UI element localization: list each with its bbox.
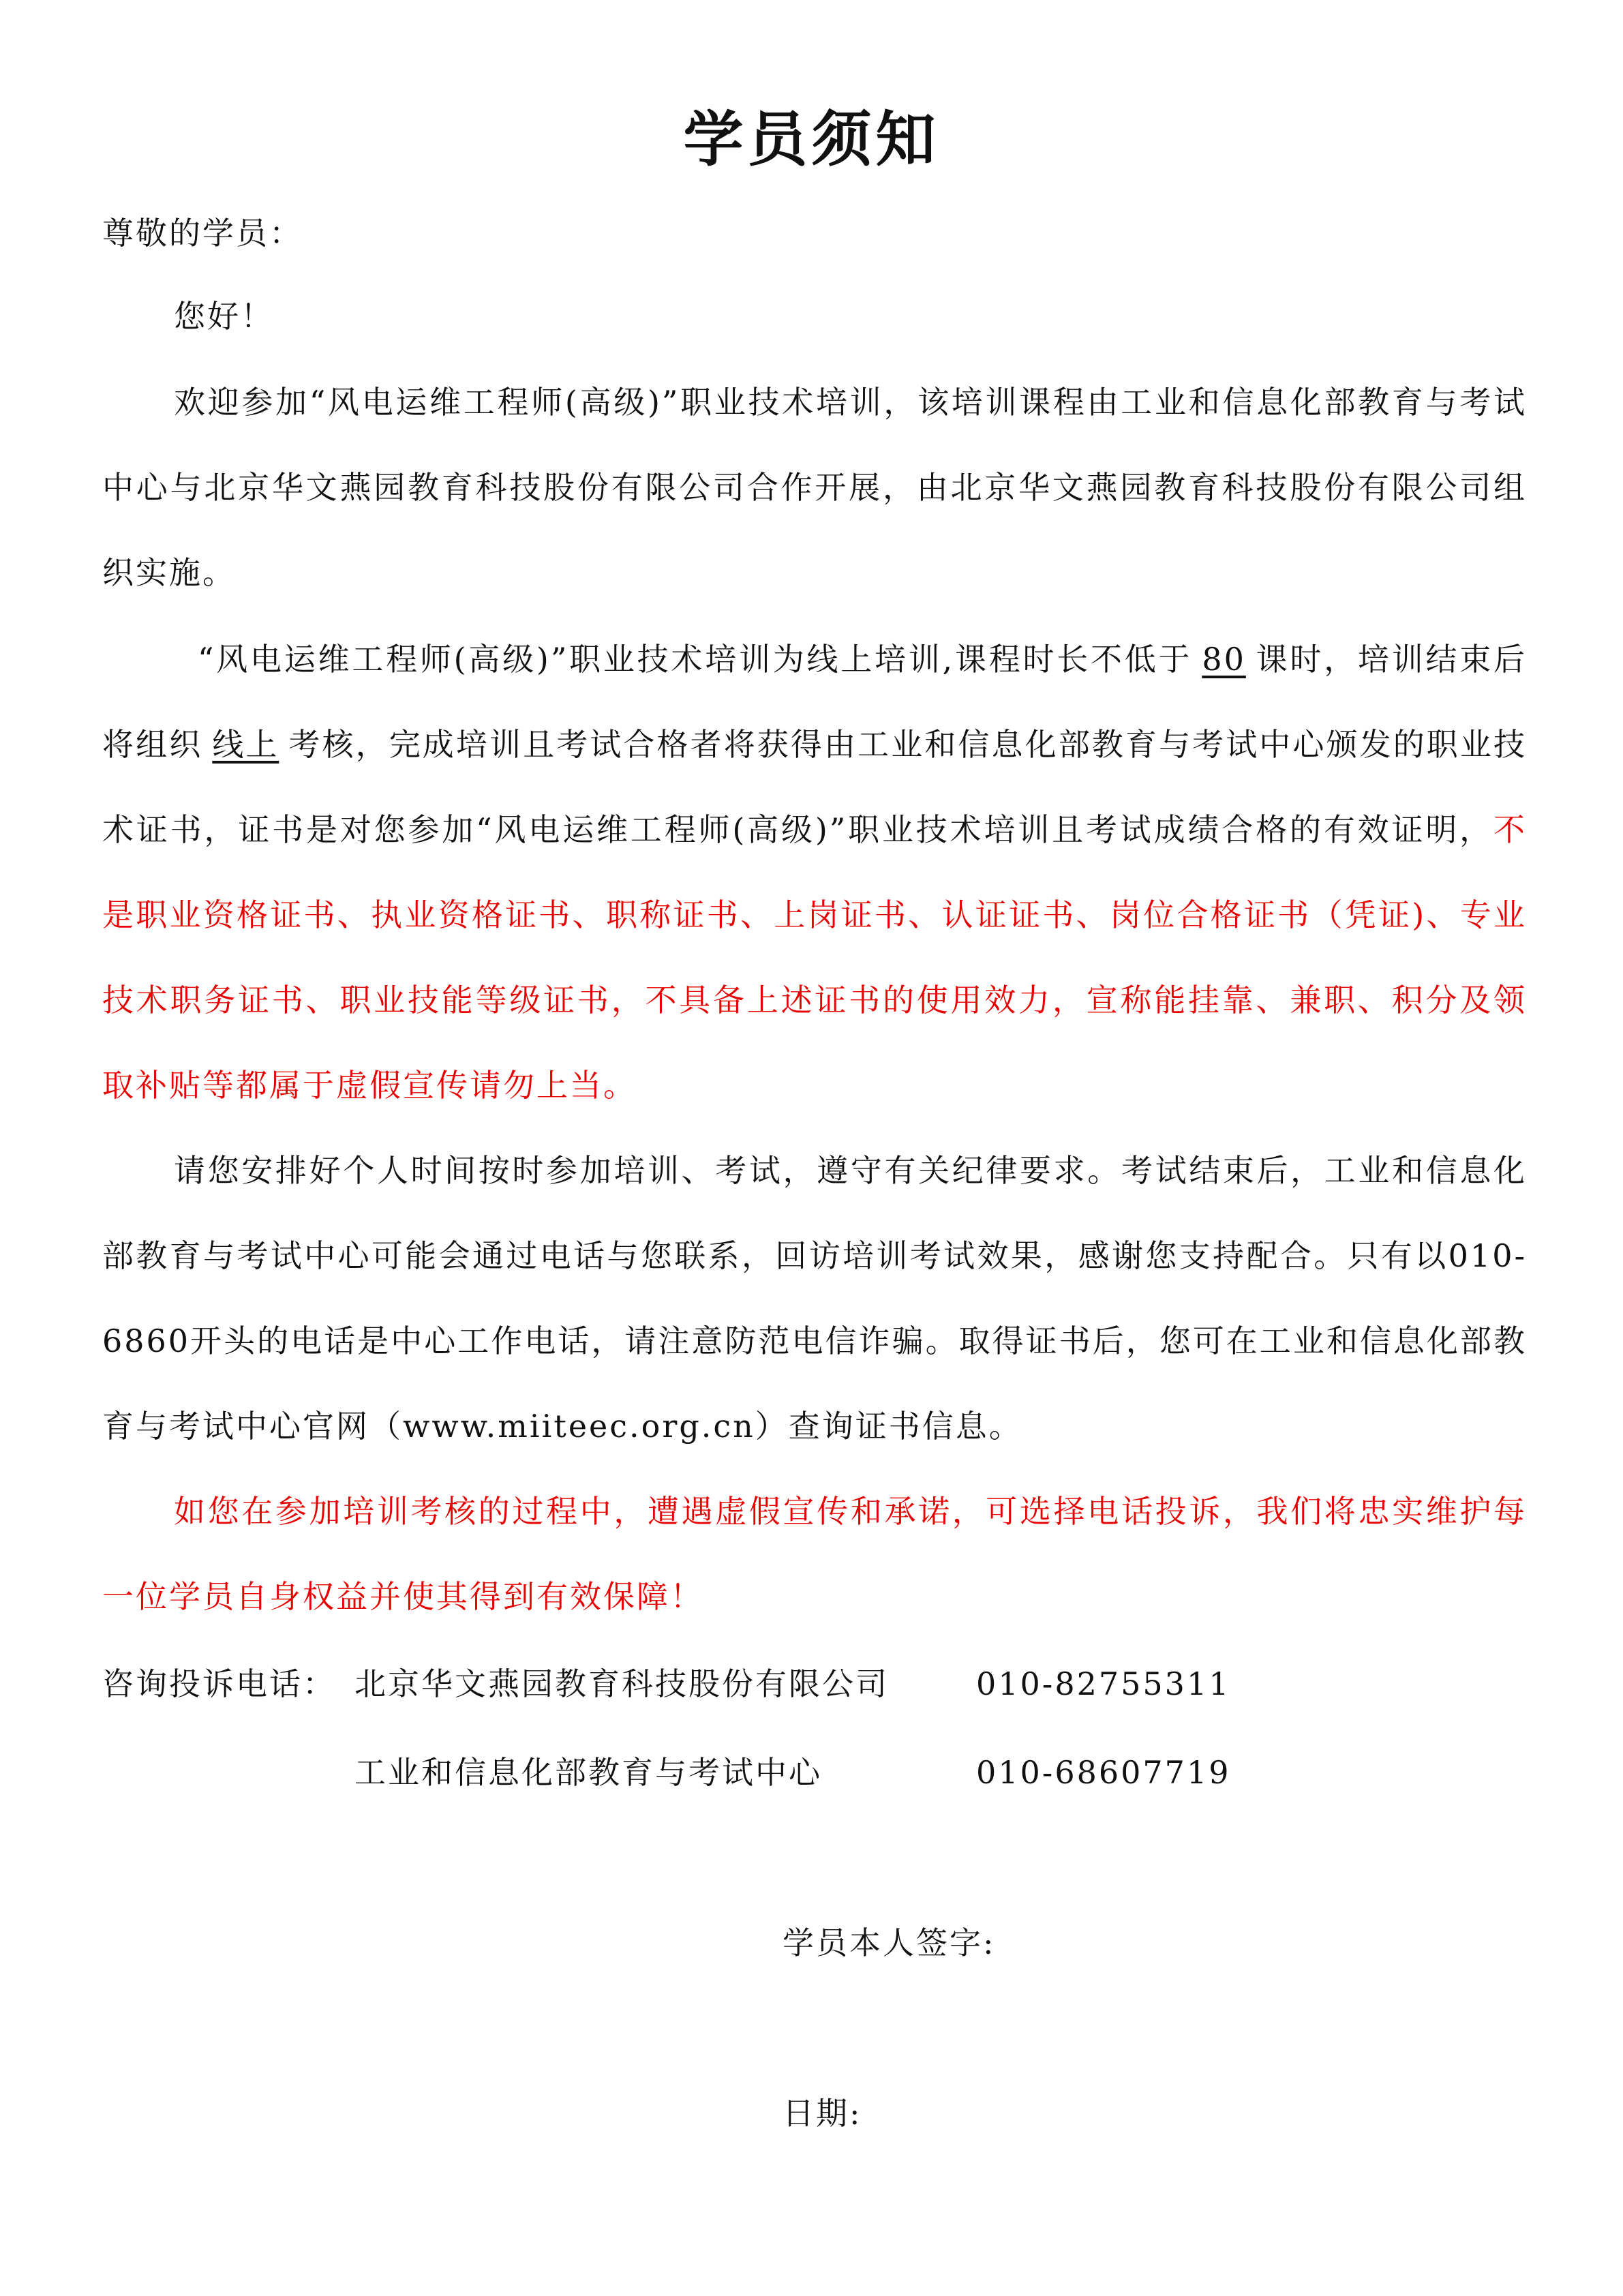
intro-paragraph: 欢迎参加“风电运维工程师(高级)”职业技术培训，该培训课程由工业和信息化部教育与考试中心与北京华文燕园教育科技股份有限公司合作开展，由北京华文燕园教育科技股份有限公司组织实施。 xyxy=(102,384,1527,591)
training-text-c: 考核，完成培训且考试合格者将获得由工业和信息化部教育与考试中心颁发的职业技术证书，证书是对您参加“风电运维工程师(高级)”职业技术培训且考试成绩合格的有效证明， xyxy=(102,726,1528,848)
course-hours: 80 xyxy=(1202,641,1246,678)
signature-label: 学员本人签字: xyxy=(783,1924,996,1961)
document-title: 学员须知 xyxy=(683,104,940,175)
exam-mode: 线上 xyxy=(212,726,279,763)
contact-org-1: 北京华文燕园教育科技股份有限公司 xyxy=(354,1665,889,1702)
training-text-a: “风电运维工程师(高级)”职业技术培训为线上培训,课程时长不低于 xyxy=(198,641,1193,678)
contact-phone-2: 010-68607719 xyxy=(976,1754,1231,1791)
certificate-warning: 不是职业资格证书、执业资格证书、职称证书、上岗证书、认证证书、岗位合格证书（凭证)、专业技术职务证书、职业技能等级证书，不具备上述证书的使用效力，宣称能挂靠、兼职、积分及领取补贴等都属于虚假宣传请勿上当。 xyxy=(102,811,1527,1104)
schedule-paragraph: 请您安排好个人时间按时参加培训、考试，遵守有关纪律要求。考试结束后，工业和信息化部教育与考试中心可能会通过电话与您联系，回访培训考试效果，感谢您支持配合。只有以010-6860开头的电话是中心工作电话，请注意防范电信诈骗。取得证书后，您可在工业和信息化部教育与考试中心官网（www.miiteec.org.cn）查询证书信息。 xyxy=(102,1152,1527,1445)
contact-org-2: 工业和信息化部教育与考试中心 xyxy=(354,1754,822,1791)
hello-line: 您好！ xyxy=(174,298,274,335)
date-label: 日期: xyxy=(783,2095,862,2132)
complaint-paragraph: 如您在参加培训考核的过程中，遭遇虚假宣传和承诺，可选择电话投诉，我们将忠实维护每一位学员自身权益并使其得到有效保障！ xyxy=(102,1493,1527,1615)
training-paragraph xyxy=(102,617,1527,1128)
greeting: 尊敬的学员： xyxy=(102,215,303,252)
contact-label: 咨询投诉电话： xyxy=(102,1665,336,1702)
contact-phone-1: 010-82755311 xyxy=(976,1665,1231,1702)
training-text-b: 课时，培训结束后将组织 xyxy=(102,641,1527,763)
